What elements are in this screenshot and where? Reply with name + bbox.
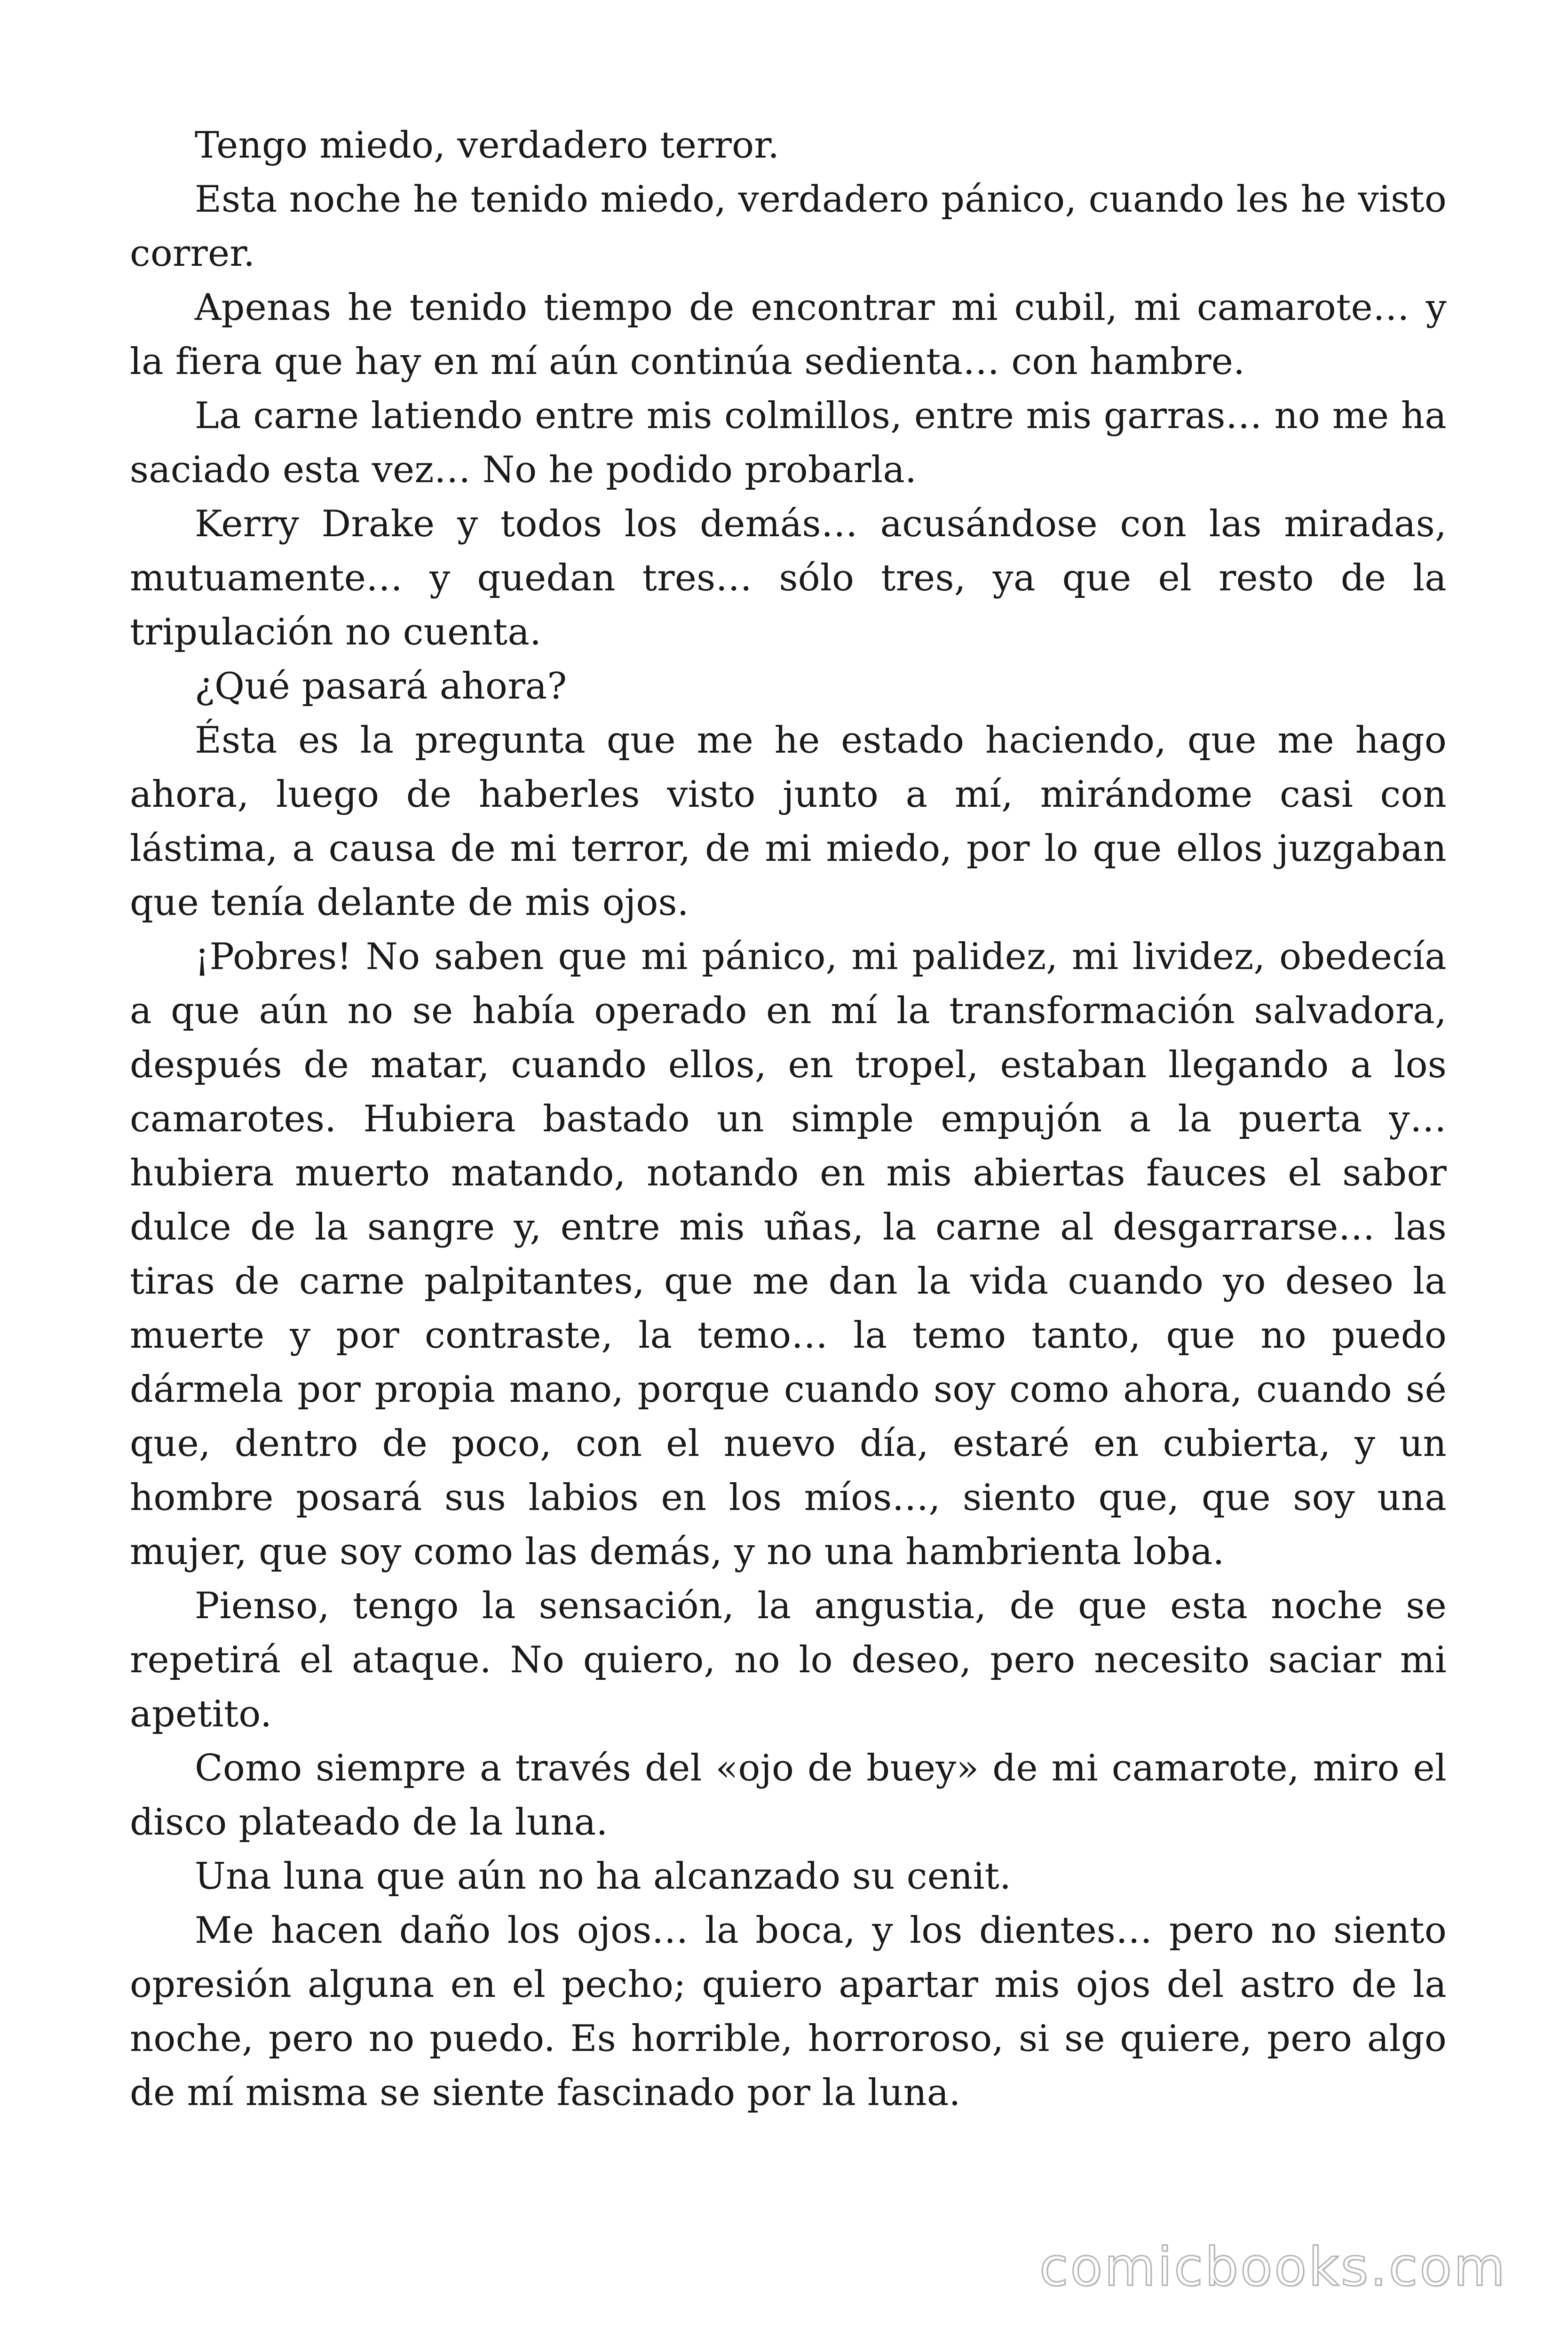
body-text — [130, 119, 1447, 2120]
paragraph: Pienso, tengo la sensación, la angustia, de que esta noche se repetirá el ataque. No quiero, no lo deseo, pero necesito saciar mi apetito. — [130, 1585, 1447, 1735]
paragraph: Como siempre a través del «ojo de buey» de mi camarote, miro el disco plateado de la luna. — [130, 1747, 1447, 1843]
paragraph: Esta noche he tenido miedo, verdadero pánico, cuando les he visto correr. — [130, 178, 1447, 275]
paragraph: ¿Qué pasará ahora? — [195, 665, 567, 707]
paragraph: Apenas he tenido tiempo de encontrar mi cubil, mi camarote… y la fiera que hay en mí aún continúa sedienta… con hambre. — [130, 286, 1447, 383]
paragraph: Tengo miedo, verdadero terror. — [195, 124, 780, 167]
paragraph: Una luna que aún no ha alcanzado su cenit. — [195, 1855, 1012, 1898]
site-watermark: comicbooks.com — [1039, 2237, 1507, 2298]
paragraph: Kerry Drake y todos los demás… acusándose con las miradas, mutuamente… y quedan tres… sólo tres, ya que el resto de la tripulación no cuenta. — [130, 503, 1447, 653]
paragraph: La carne latiendo entre mis colmillos, entre mis garras… no me ha saciado esta vez… No he podido probarla. — [130, 395, 1447, 491]
paragraph: ¡Pobres! No saben que mi pánico, mi palidez, mi lividez, obedecía a que aún no se había operado en mí la transformación salvadora, después de matar, cuando ellos, en tropel, estaban llegando a los camarotes. Hubiera bastado un simple empujón a la puerta y… hubiera muerto matando, notando en mis abiertas fauces el sabor dulce de la sangre y, entre mis uñas, la carne al desgarrarse… las tiras de carne palpitantes, que me dan la vida cuando yo deseo la muerte y por contraste, la temo… la temo tanto, que no puedo dármela por propia mano, porque cuando soy como ahora, cuando sé que, dentro de poco, con el nuevo día, estaré en cubierta, y un hombre posará sus labios en los míos…, siento que, que soy una mujer, que soy como las demás, y no una hambrienta loba. — [130, 936, 1447, 1573]
paragraph: Me hacen daño los ojos… la boca, y los dientes… pero no siento opresión alguna en el pecho; quiero apartar mis ojos del astro de la noche, pero no puedo. Es horrible, horroroso, si se quiere, pero algo de mí misma se siente fascinado por la luna. — [130, 1909, 1447, 2114]
paragraph: Ésta es la pregunta que me he estado haciendo, que me hago ahora, luego de haberles visto junto a mí, mirándome casi con lástima, a causa de mi terror, de mi miedo, por lo que ellos juzgaban que tenía delante de mis ojos. — [130, 719, 1447, 924]
